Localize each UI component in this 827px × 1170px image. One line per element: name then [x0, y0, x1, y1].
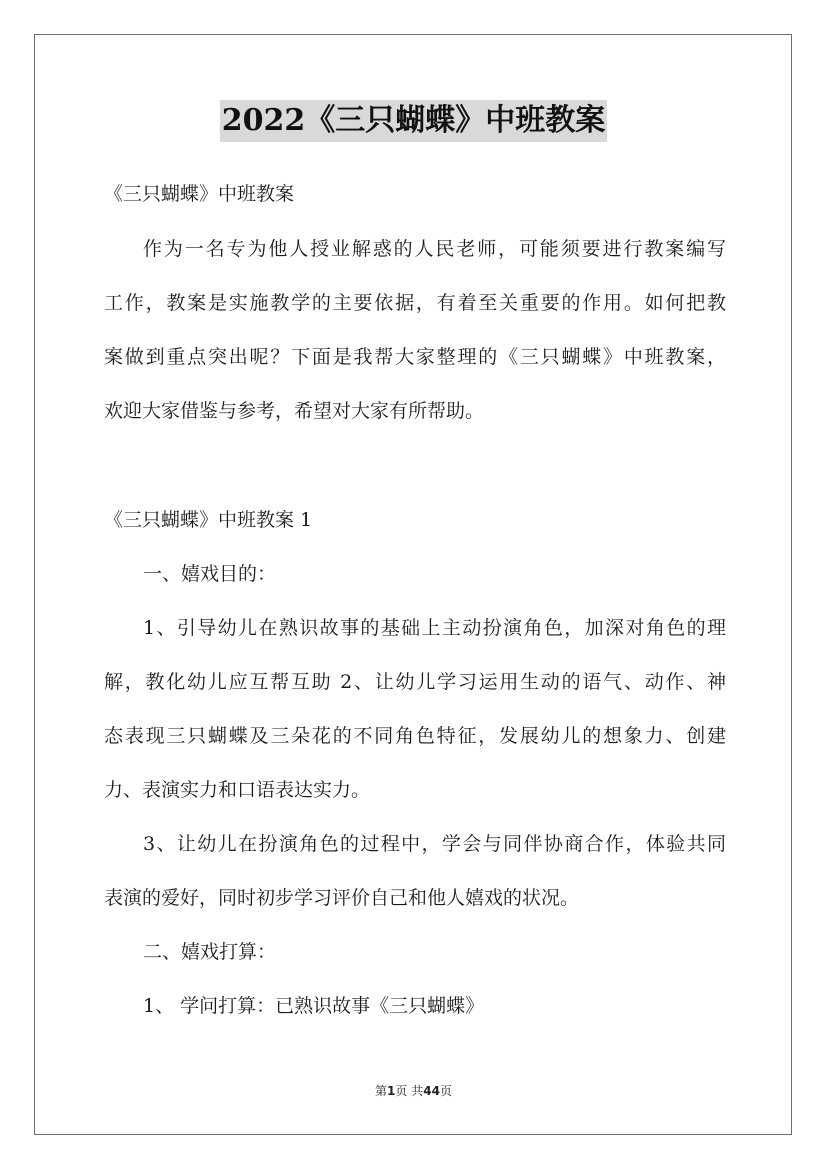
footer-current-page: 1	[387, 1084, 396, 1098]
footer-suffix: 页	[439, 1084, 452, 1098]
section-heading: 《三只蝴蝶》中班教案	[104, 183, 295, 205]
paragraph-line: 解，教化幼儿应互帮互助 2、让幼儿学习运用生动的语气、动作、神	[104, 671, 726, 693]
page-footer	[0, 1083, 827, 1099]
paragraph-line: 案做到重点突出呢？下面是我帮大家整理的《三只蝴蝶》中班教案，	[104, 346, 726, 368]
paragraph-line: 3、让幼儿在扮演角色的过程中，学会与同伴协商合作，体验共同	[143, 833, 726, 855]
section-heading: 《三只蝴蝶》中班教案 1	[104, 509, 313, 531]
footer-total-pages: 44	[423, 1084, 440, 1098]
paragraph-line: 作为一名专为他人授业解惑的人民老师，可能须要进行教案编写	[143, 238, 726, 260]
subsection-heading: 一、嬉戏目的：	[143, 563, 277, 585]
footer-mid: 页 共	[395, 1084, 424, 1098]
document-title: 2022《三只蝴蝶》中班教案	[220, 100, 608, 142]
paragraph-line: 态表现三只蝴蝶及三朵花的不同角色特征，发展幼儿的想象力、创建	[104, 725, 726, 747]
footer-prefix: 第	[375, 1084, 388, 1098]
paragraph-line: 1、 学问打算：已熟识故事《三只蝴蝶》	[143, 995, 485, 1017]
paragraph-line: 表演的爱好，同时初步学习评价自己和他人嬉戏的状况。	[104, 887, 580, 909]
paragraph-line: 1、引导幼儿在熟识故事的基础上主动扮演角色，加深对角色的理	[143, 617, 726, 639]
subsection-heading: 二、嬉戏打算：	[143, 941, 277, 963]
paragraph-line: 欢迎大家借鉴与参考，希望对大家有所帮助。	[104, 400, 485, 422]
title-container	[0, 100, 827, 142]
paragraph-line: 力、表演实力和口语表达实力。	[104, 779, 371, 801]
paragraph-line: 工作，教案是实施教学的主要依据，有着至关重要的作用。如何把教	[104, 292, 726, 314]
